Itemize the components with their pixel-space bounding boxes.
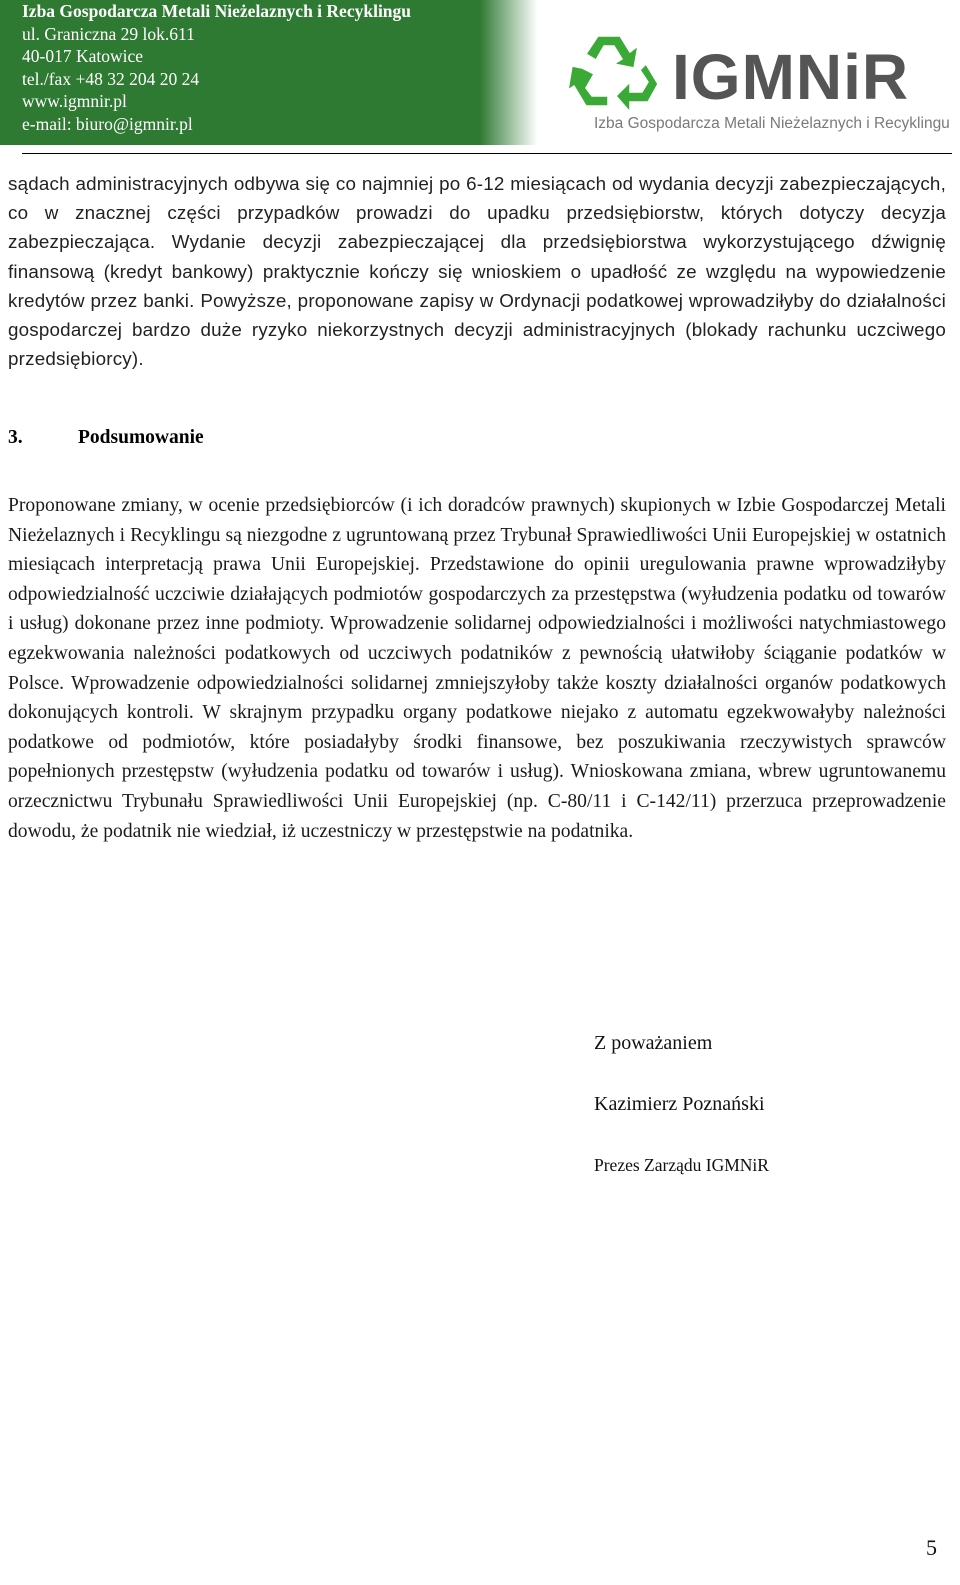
street-address: ul. Graniczna 29 lok.611 (22, 23, 195, 44)
website-link[interactable]: www.igmnir.pl (22, 91, 127, 112)
page-number: 5 (926, 1535, 937, 1560)
signatory-name: Kazimierz Poznański (594, 1093, 765, 1115)
logo-wordmark: IGMNiR (672, 41, 910, 113)
city-address: 40-017 Katowice (22, 46, 144, 67)
phone-fax: tel./fax +48 32 204 20 24 (22, 68, 200, 89)
org-name: Izba Gospodarcza Metali Nieżelaznych i Recyklingu (22, 1, 412, 21)
summary-paragraph: Proponowane zmiany, w ocenie przedsiębiorców (i ich doradców prawnych) skupionych w Izbie Gospodarczej Metali Nieżelaznych i Recyklingu są niezgodne z ugruntowaną przez Trybunał Sprawiedliwości Unii Europejskiej w ostatnich miesiącach interpretacją prawa Unii Europejskiej. Przedstawione do opinii uregulowania prawne wprowadziłyby odpowiedzialność uczciwie działających podmiotów gospodarczych za przestępstwa (wyłudzenia podatku od towarów i usług) dokonane przez inne podmioty. Wprowadzenie solidarnej odpowiedzialności i możliwości natychmiastowego egzekwowania należności podatkowych od uczciwych podatników z pewnością ułatwiłoby ściąganie podatków w Polsce. Wprowadzenie odpowiedzialności solidarnej zmniejszyłoby także koszty działalności organów podatkowych dokonujących kontroli. W skrajnym przypadku organy podatkowe niejako z automatu egzekwowałyby należności podatkowe od podmiotów, które posiadałyby środki finansowe, bez poszukiwania rzeczywistych sprawców popełnionych przestępstw (wyłudzenia podatku od towarów i usług). Wnioskowana zmiana, wbrew ugruntowanemu orzecznictwu Trybunału Sprawiedliwości Unii Europejskiej (np. C-80/11 i C-142/11) przerzuca przeprowadzenie dowodu, że podatnik nie wiedział, iż uczestniczy w przestępstwie na podatnika. (8, 495, 946, 842)
signatory-position: Prezes Zarządu IGMNiR (594, 1155, 769, 1175)
recycle-icon (568, 30, 664, 112)
igmnir-logo (568, 30, 958, 140)
address-block (22, 0, 411, 136)
email-link[interactable]: e-mail: biuro@igmnir.pl (22, 113, 193, 134)
section-number: 3. (8, 427, 23, 448)
section-heading (8, 427, 204, 449)
salutation: Z poważaniem (594, 1032, 713, 1054)
header-divider (22, 153, 952, 154)
section-title: Podsumowanie (78, 427, 204, 448)
letterhead (0, 0, 960, 160)
paragraph-continued: sądach administracyjnych odbywa się co najmniej po 6-12 miesiącach od wydania decyzji zabezpieczających, co w znacznej części przypadków prowadzi do upadku przedsiębiorstw, których dotyczy decyzja zabezpieczająca. Wydanie decyzji zabezpieczającej dla przedsiębiorstwa wykorzystującego dźwignię finansową (kredyt bankowy) praktycznie kończy się wnioskiem o upadłość ze względu na wypowiedzenie kredytów przez banki. Powyższe, proponowane zapisy w Ordynacji podatkowej wprowadziłyby do działalności gospodarczej bardzo duże ryzyko niekorzystnych decyzji administracyjnych (blokady rachunku uczciwego przedsiębiorcy). (8, 173, 946, 370)
logo-subtitle: Izba Gospodarcza Metali Nieżelaznych i Recyklingu (594, 115, 950, 132)
